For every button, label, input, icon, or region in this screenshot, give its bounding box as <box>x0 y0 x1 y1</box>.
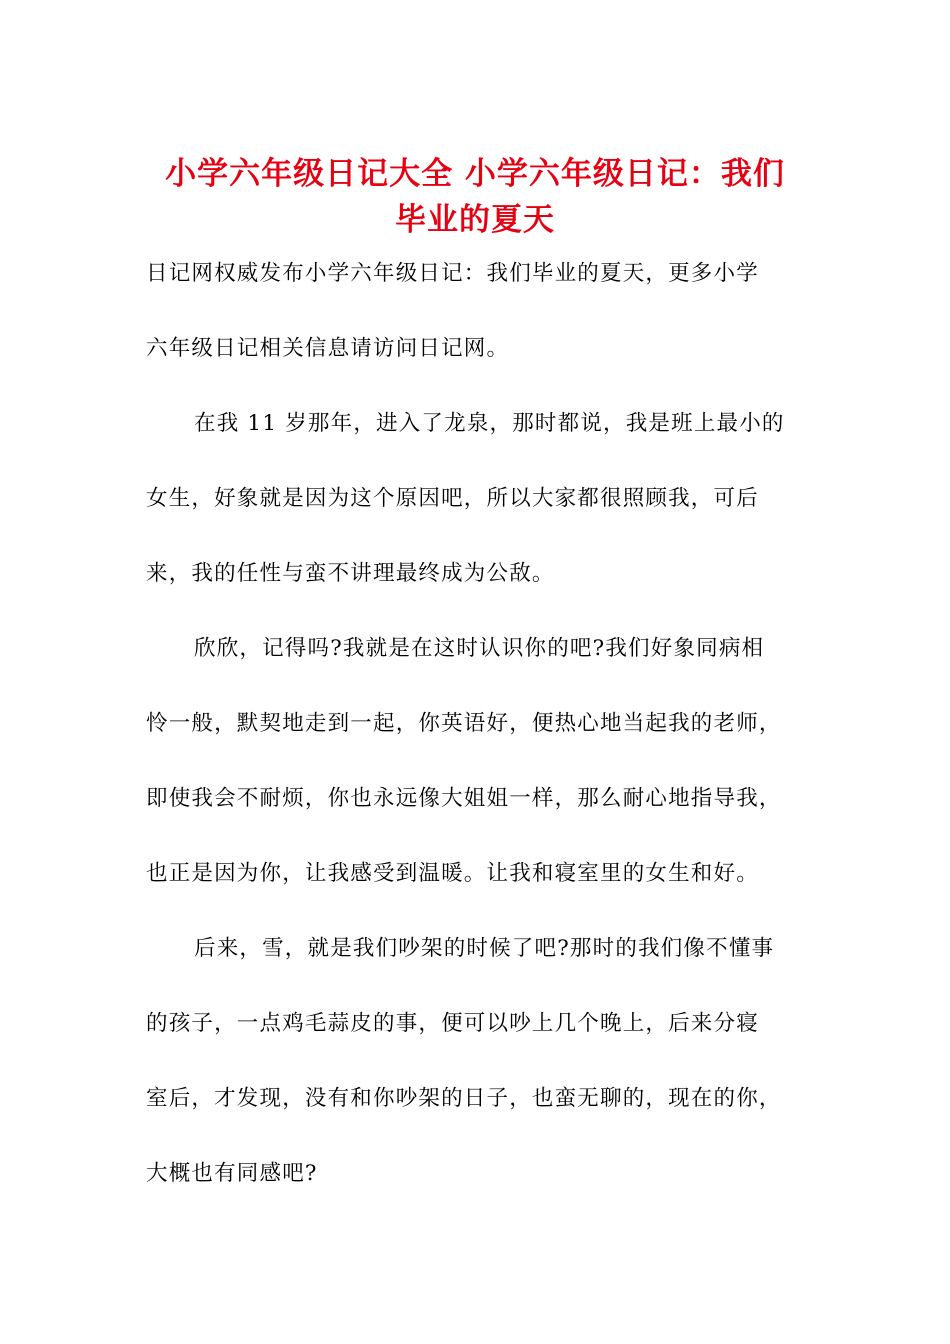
paragraph-2-line-1: 欣欣，记得吗?我就是在这时认识你的吧?我们好象同病相 <box>194 636 765 661</box>
document-title-line-1: 小学六年级日记大全 小学六年级日记：我们 <box>165 156 785 192</box>
intro-line-2: 六年级日记相关信息请访问日记网。 <box>146 336 510 361</box>
paragraph-3-line-3: 室后，才发现，没有和你吵架的日子，也蛮无聊的，现在的你， <box>146 1086 782 1111</box>
intro-line-1: 日记网权威发布小学六年级日记：我们毕业的夏天，更多小学 <box>146 261 759 286</box>
paragraph-1-line-1: 在我 11 岁那年，进入了龙泉，那时都说，我是班上最小的 <box>194 411 785 436</box>
paragraph-3-line-1: 后来，雪，就是我们吵架的时候了吧?那时的我们像不懂事 <box>194 936 775 961</box>
paragraph-1-line-3: 来，我的任性与蛮不讲理最终成为公敌。 <box>146 561 555 586</box>
paragraph-1-line-2: 女生，好象就是因为这个原因吧，所以大家都很照顾我，可后 <box>146 486 759 511</box>
paragraph-3-line-2: 的孩子，一点鸡毛蒜皮的事，便可以吵上几个晚上，后来分寝 <box>146 1011 759 1036</box>
paragraph-2-line-3: 即使我会不耐烦，你也永远像大姐姐一样，那么耐心地指导我， <box>146 786 782 811</box>
paragraph-2-line-2: 怜一般，默契地走到一起，你英语好，便热心地当起我的老师， <box>146 711 782 736</box>
document-title-line-2: 毕业的夏天 <box>395 202 555 238</box>
paragraph-2-line-4: 也正是因为你，让我感受到温暖。让我和寝室里的女生和好。 <box>146 861 759 886</box>
paragraph-3-line-4: 大概也有同感吧? <box>146 1161 318 1186</box>
